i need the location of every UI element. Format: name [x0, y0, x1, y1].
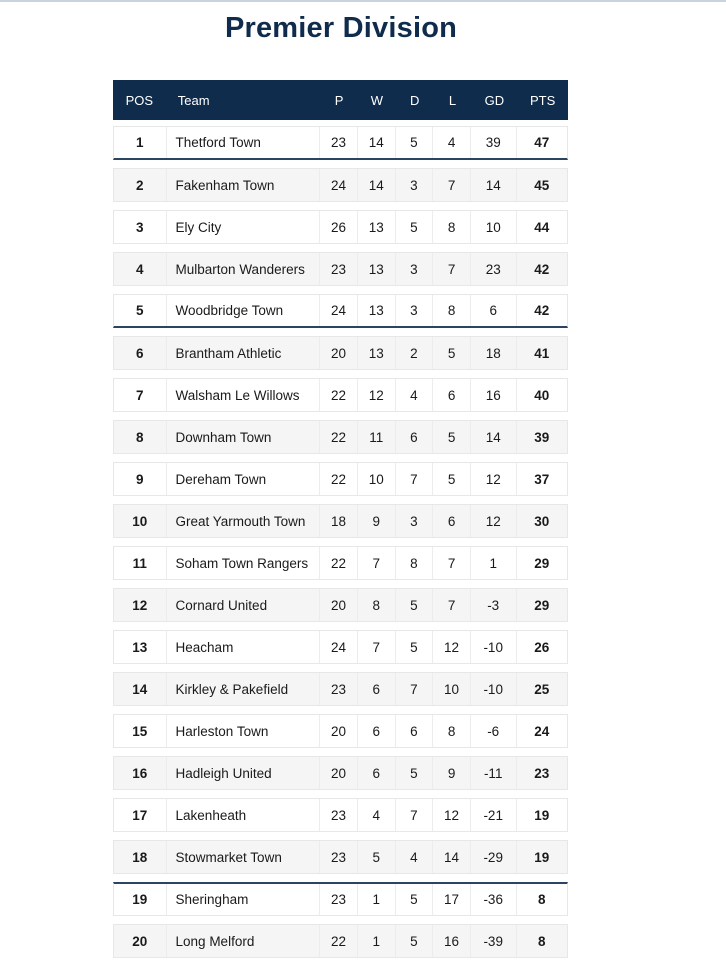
row-won: 4 [358, 799, 396, 831]
row-played: 23 [320, 799, 358, 831]
row-drawn: 6 [396, 715, 434, 747]
row-team: Woodbridge Town [167, 295, 321, 326]
row-played: 22 [320, 547, 358, 579]
row-pos: 14 [114, 673, 167, 705]
row-drawn: 3 [396, 295, 434, 326]
row-drawn: 5 [396, 757, 434, 789]
row-goal-difference: 39 [471, 127, 517, 158]
row-team: Dereham Town [167, 463, 321, 495]
row-played: 24 [320, 631, 358, 663]
row-points: 41 [534, 345, 550, 361]
row-pos: 8 [114, 421, 167, 453]
row-drawn: 7 [396, 799, 434, 831]
row-points: 19 [534, 849, 550, 865]
row-won: 6 [358, 673, 396, 705]
row-played: 18 [320, 505, 358, 537]
row-goal-difference: -21 [471, 799, 517, 831]
header-won: W [370, 92, 383, 108]
row-lost: 7 [433, 547, 471, 579]
row-lost: 14 [433, 841, 471, 873]
row-points: 24 [534, 723, 550, 739]
row-goal-difference: -29 [471, 841, 517, 873]
table-row [113, 840, 568, 874]
row-played: 20 [320, 757, 358, 789]
row-drawn: 5 [396, 631, 434, 663]
row-pos: 4 [114, 253, 167, 285]
row-points: 42 [534, 261, 550, 277]
row-lost: 5 [433, 421, 471, 453]
table-header [113, 80, 568, 120]
row-goal-difference: 10 [471, 211, 517, 243]
row-team: Long Melford [167, 925, 321, 957]
table-row [113, 504, 568, 538]
row-drawn: 3 [396, 253, 434, 285]
row-goal-difference: -10 [471, 673, 517, 705]
row-drawn: 5 [396, 925, 434, 957]
row-played: 20 [320, 337, 358, 369]
top-border [0, 0, 726, 2]
row-drawn: 5 [396, 127, 434, 158]
row-won: 6 [358, 757, 396, 789]
row-points: 40 [534, 387, 550, 403]
row-team: Mulbarton Wanderers [167, 253, 321, 285]
row-played: 23 [320, 841, 358, 873]
table-row [113, 672, 568, 706]
row-goal-difference: 18 [471, 337, 517, 369]
row-lost: 6 [433, 505, 471, 537]
row-team: Harleston Town [167, 715, 321, 747]
row-goal-difference: -10 [471, 631, 517, 663]
row-pos: 3 [114, 211, 167, 243]
row-won: 8 [358, 589, 396, 621]
row-won: 11 [358, 421, 396, 453]
row-points: 47 [534, 135, 550, 150]
table-row [113, 630, 568, 664]
row-won: 14 [358, 127, 396, 158]
row-drawn: 7 [396, 463, 434, 495]
row-pos: 20 [114, 925, 167, 957]
row-lost: 10 [433, 673, 471, 705]
row-lost: 17 [433, 884, 471, 915]
row-played: 24 [320, 169, 358, 201]
row-won: 14 [358, 169, 396, 201]
header-team: Team [177, 92, 210, 108]
row-played: 23 [320, 884, 358, 915]
row-lost: 9 [433, 757, 471, 789]
row-team: Sheringham [167, 884, 321, 915]
header-lost: L [448, 92, 457, 108]
row-team: Lakenheath [167, 799, 321, 831]
table-row [113, 546, 568, 580]
row-lost: 5 [433, 337, 471, 369]
row-goal-difference: 6 [471, 295, 517, 326]
row-pos: 18 [114, 841, 167, 873]
row-pos: 12 [114, 589, 167, 621]
row-team: Brantham Athletic [167, 337, 321, 369]
row-played: 26 [320, 211, 358, 243]
table-row [113, 420, 568, 454]
table-row [113, 168, 568, 202]
row-played: 22 [320, 421, 358, 453]
row-drawn: 5 [396, 589, 434, 621]
row-team: Ely City [167, 211, 321, 243]
row-goal-difference: -39 [471, 925, 517, 957]
row-team: Heacham [167, 631, 321, 663]
row-points: 8 [538, 933, 546, 949]
row-played: 24 [320, 295, 358, 326]
table-row [113, 336, 568, 370]
row-goal-difference: 1 [471, 547, 517, 579]
table-row [113, 462, 568, 496]
table-row [113, 126, 568, 160]
row-lost: 6 [433, 379, 471, 411]
row-won: 13 [358, 253, 396, 285]
row-team: Stowmarket Town [167, 841, 321, 873]
row-pos: 19 [114, 884, 167, 915]
row-pos: 6 [114, 337, 167, 369]
row-played: 20 [320, 715, 358, 747]
row-drawn: 8 [396, 547, 434, 579]
row-pos: 16 [114, 757, 167, 789]
table-row [113, 252, 568, 286]
row-lost: 4 [433, 127, 471, 158]
table-row [113, 882, 568, 916]
header-points: PTS [529, 92, 556, 108]
row-points: 29 [534, 597, 550, 613]
row-drawn: 5 [396, 884, 434, 915]
row-won: 10 [358, 463, 396, 495]
row-points: 37 [534, 471, 550, 487]
row-goal-difference: -6 [471, 715, 517, 747]
row-team: Walsham Le Willows [167, 379, 321, 411]
row-lost: 12 [433, 799, 471, 831]
row-lost: 7 [433, 253, 471, 285]
row-goal-difference: 14 [471, 421, 517, 453]
row-lost: 5 [433, 463, 471, 495]
row-drawn: 4 [396, 841, 434, 873]
row-lost: 12 [433, 631, 471, 663]
page-title: Premier Division [224, 12, 458, 44]
row-goal-difference: 23 [471, 253, 517, 285]
table-body [113, 126, 568, 958]
row-drawn: 2 [396, 337, 434, 369]
header-goal-difference: GD [484, 92, 505, 108]
row-played: 22 [320, 463, 358, 495]
row-goal-difference: 12 [471, 463, 517, 495]
row-team: Great Yarmouth Town [167, 505, 321, 537]
row-drawn: 3 [396, 505, 434, 537]
row-won: 13 [358, 337, 396, 369]
row-lost: 8 [433, 295, 471, 326]
row-won: 1 [358, 925, 396, 957]
table-row [113, 588, 568, 622]
row-drawn: 3 [396, 169, 434, 201]
row-goal-difference: 14 [471, 169, 517, 201]
table-row [113, 210, 568, 244]
row-pos: 5 [114, 295, 167, 326]
header-drawn: D [410, 92, 420, 108]
row-pos: 15 [114, 715, 167, 747]
table-row [113, 756, 568, 790]
row-pos: 2 [114, 169, 167, 201]
row-lost: 8 [433, 211, 471, 243]
row-played: 22 [320, 925, 358, 957]
row-points: 19 [534, 807, 550, 823]
table-row [113, 294, 568, 328]
row-won: 7 [358, 547, 396, 579]
row-drawn: 7 [396, 673, 434, 705]
row-goal-difference: 12 [471, 505, 517, 537]
row-goal-difference: -11 [471, 757, 517, 789]
row-won: 13 [358, 211, 396, 243]
header-played: P [334, 92, 344, 108]
row-drawn: 6 [396, 421, 434, 453]
row-played: 23 [320, 127, 358, 158]
row-pos: 9 [114, 463, 167, 495]
row-drawn: 5 [396, 211, 434, 243]
row-points: 30 [534, 513, 550, 529]
row-points: 44 [534, 219, 550, 235]
row-won: 5 [358, 841, 396, 873]
row-won: 12 [358, 379, 396, 411]
table-row [113, 798, 568, 832]
row-points: 8 [538, 892, 546, 907]
row-pos: 7 [114, 379, 167, 411]
row-goal-difference: -36 [471, 884, 517, 915]
table-row [113, 714, 568, 748]
row-points: 29 [534, 555, 550, 571]
row-played: 23 [320, 673, 358, 705]
row-team: Downham Town [167, 421, 321, 453]
row-team: Soham Town Rangers [167, 547, 321, 579]
table-row [113, 378, 568, 412]
row-pos: 11 [114, 547, 167, 579]
league-table [113, 80, 568, 958]
row-points: 26 [534, 639, 550, 655]
row-team: Fakenham Town [167, 169, 321, 201]
header-pos: POS [125, 92, 154, 108]
row-team: Hadleigh United [167, 757, 321, 789]
row-lost: 8 [433, 715, 471, 747]
row-team: Cornard United [167, 589, 321, 621]
row-won: 7 [358, 631, 396, 663]
row-points: 42 [534, 303, 550, 318]
row-goal-difference: 16 [471, 379, 517, 411]
row-goal-difference: -3 [471, 589, 517, 621]
row-pos: 13 [114, 631, 167, 663]
table-row [113, 924, 568, 958]
row-lost: 7 [433, 589, 471, 621]
row-played: 22 [320, 379, 358, 411]
row-team: Kirkley & Pakefield [167, 673, 321, 705]
row-pos: 1 [114, 127, 167, 158]
row-played: 20 [320, 589, 358, 621]
row-points: 39 [534, 429, 550, 445]
row-won: 6 [358, 715, 396, 747]
row-won: 9 [358, 505, 396, 537]
row-drawn: 4 [396, 379, 434, 411]
row-lost: 16 [433, 925, 471, 957]
row-played: 23 [320, 253, 358, 285]
row-points: 25 [534, 681, 550, 697]
row-points: 45 [534, 177, 550, 193]
row-team: Thetford Town [167, 127, 321, 158]
row-pos: 17 [114, 799, 167, 831]
row-points: 23 [534, 765, 550, 781]
row-won: 1 [358, 884, 396, 915]
row-pos: 10 [114, 505, 167, 537]
row-lost: 7 [433, 169, 471, 201]
row-won: 13 [358, 295, 396, 326]
